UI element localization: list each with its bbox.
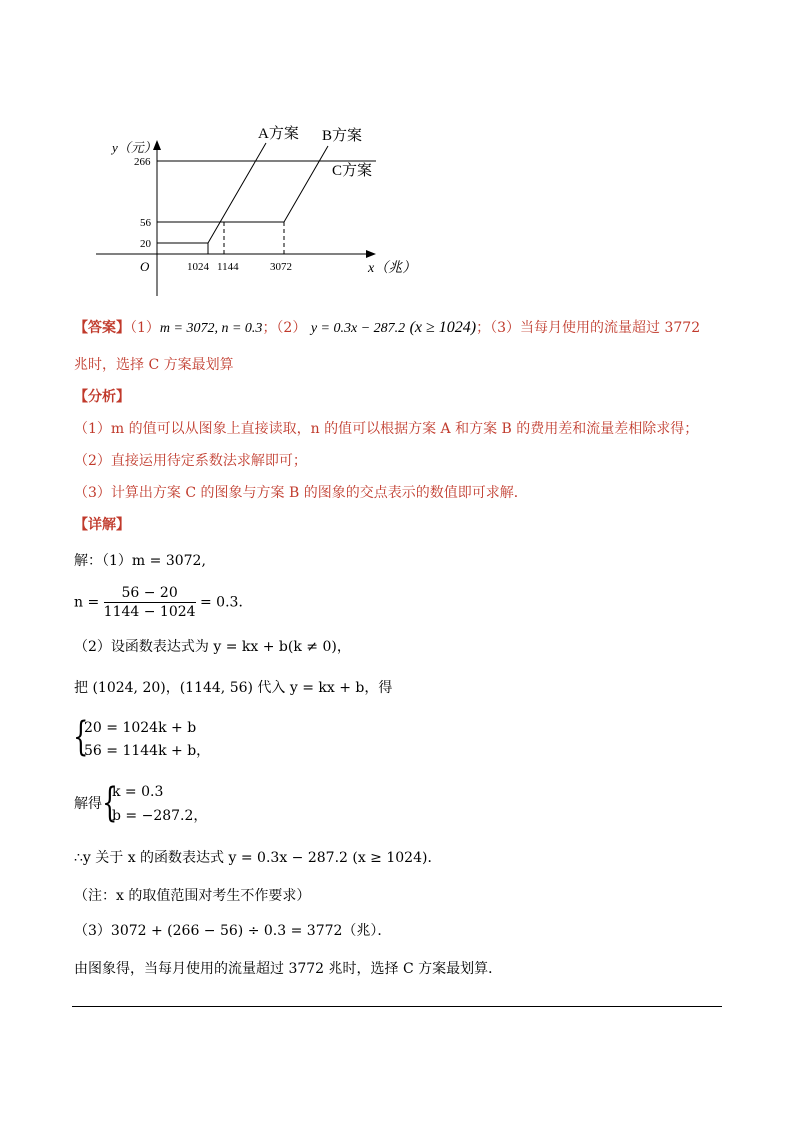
analysis-tag: 【分析】: [74, 389, 130, 405]
answer-y-cond: (x ≥ 1024): [409, 319, 477, 336]
answer-line-1: [74, 318, 700, 339]
system-2-brace: {: [102, 780, 118, 826]
analysis-line-2: （2）直接运用待定系数法求解即可；: [74, 453, 307, 469]
system-1-brace: {: [73, 714, 89, 760]
detail-n-eq: [74, 584, 252, 621]
origin-label: O: [140, 259, 150, 274]
plan-a-line: [157, 143, 266, 243]
answer-sep: ；（2）: [262, 320, 307, 336]
answer-line-2: 兆时，选择 C 方案最划算: [74, 357, 234, 373]
answer-p1: （1）: [130, 320, 160, 336]
system-1-eq-2: [84, 741, 210, 761]
detail-sol1: 解：（1）m = 3072,: [74, 553, 206, 569]
detail-tag: 【详解】: [74, 517, 130, 533]
answer-p3: ；（3）当每月使用的流量超过 3772: [476, 320, 701, 336]
system-1-end: ，: [196, 743, 211, 759]
x-tick-1144: 1144: [217, 261, 239, 273]
n-lhs: n =: [74, 594, 100, 611]
plan-c-label: C方案: [332, 163, 373, 179]
system-2-end: ，: [193, 808, 208, 824]
n-denominator: 1144 − 1024: [103, 604, 196, 620]
solve-tag: 解得: [74, 796, 102, 812]
answer-m-eq: m = 3072, n = 0.3: [159, 321, 263, 336]
y-tick-56: 56: [140, 217, 151, 229]
x-tick-1024: 1024: [187, 261, 209, 273]
analysis-line-3: （3）计算出方案 C 的图象与方案 B 的图象的交点表示的数值即可求解．: [74, 485, 528, 501]
system-2-eq-2: [112, 806, 207, 826]
detail-sol2: （2）设函数表达式为 y = kx + b(k ≠ 0)，: [74, 639, 351, 655]
plan-b-label: B方案: [322, 128, 363, 144]
answer-tag: 【答案】: [74, 320, 130, 336]
detail-sol3: （3）3072 + (266 − 56) ÷ 0.3 = 3772（兆）．: [74, 923, 392, 939]
x-tick-3072: 3072: [270, 261, 292, 273]
plan-a-label: A方案: [258, 126, 299, 142]
y-tick-266: 266: [134, 156, 151, 168]
detail-final: 由图象得，当每月使用的流量超过 3772 兆时，选择 C 方案最划算．: [74, 961, 503, 977]
y-tick-20: 20: [140, 238, 151, 250]
n-numerator: 56 − 20: [104, 584, 196, 603]
system-2-eq-1: k = 0.3: [112, 784, 164, 800]
system-2-eq-2-text: b = −287.2: [112, 808, 194, 824]
x-axis-arrow: [366, 250, 376, 258]
detail-conclusion: ∴y 关于 x 的函数表达式 y = 0.3x − 287.2 (x ≥ 1024)．: [74, 850, 442, 866]
x-axis-label: x（兆）: [368, 261, 417, 276]
bottom-divider: [72, 1006, 722, 1007]
analysis-line-1: （1）m 的值可以从图象上直接读取，n 的值可以根据方案 A 和方案 B 的费用差和流量差相除求得；: [74, 421, 699, 437]
cost-graph: [0, 0, 794, 300]
detail-note: （注：x 的取值范围对考生不作要求）: [74, 888, 311, 904]
system-1-eq-2-text: 56 = 1144k + b: [84, 743, 197, 759]
y-axis-label: y（元）: [112, 140, 157, 155]
system-1-eq-1: 20 = 1024k + b: [84, 720, 197, 736]
n-fraction: [104, 584, 196, 621]
detail-substitute: 把 (1024, 20)，(1144, 56) 代入 y = kx + b，得: [74, 680, 393, 696]
answer-y-eq: y = 0.3x − 287.2: [310, 321, 406, 336]
n-rhs: = 0.3．: [200, 594, 253, 611]
